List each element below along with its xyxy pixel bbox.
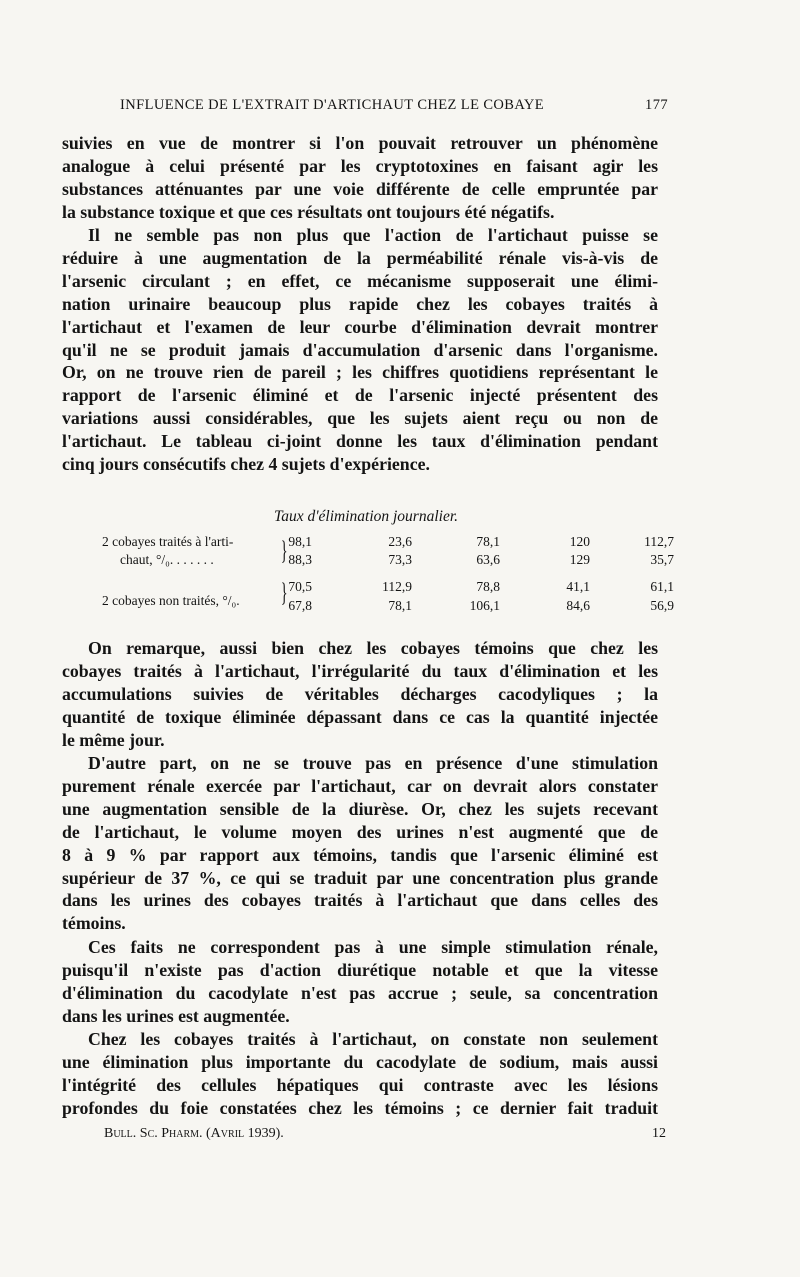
row-label: 2 cobayes traités à l'arti- [102,534,234,549]
text-line: cobayes traités à l'artichaut, l'irrégularité du taux d'élimination et les [62,660,658,681]
table-cell: 98,1 [288,534,312,549]
text-line: l'intégrité des cellules hépatiques qui contraste avec les lésions [62,1074,658,1095]
text-line: supérieur de 37 %, ce qui se traduit par une concentration plus grande [62,867,658,888]
table-cell: 61,1 [650,579,674,594]
table-cell: 78,8 [476,579,500,594]
table-cell: 84,6 [566,598,590,613]
row-label: chaut, °/₀. . . . . . . [120,552,214,567]
text-line: On remarque, aussi bien chez les cobayes témoins que chez les [88,638,658,658]
row-label: 2 cobayes non traités, °/₀. [102,593,240,608]
table-cell: 41,1 [566,579,590,594]
table-cell: 106,1 [469,598,500,613]
text-line: 8 à 9 % par rapport aux témoins, tandis que l'arsenic éliminé est [62,844,658,865]
text-line: de l'artichaut, le volume moyen des urines n'est augmenté que de [62,821,658,842]
table-cell: 70,5 [288,579,312,594]
text-line: le même jour. [62,729,165,750]
table-cell: 63,6 [476,552,500,567]
text-line: cinq jours consécutifs chez 4 sujets d'expérience. [62,454,430,475]
text-line: d'élimination du cacodylate n'est pas accrue ; seule, sa concentration [62,982,658,1003]
paragraph-5 [62,936,658,1028]
table-cell: 120 [569,534,590,549]
text-line: Il ne semble pas non plus que l'action de l'artichaut puisse se [88,225,658,245]
text-line: analogue à celui présenté par les cryptotoxines en faisant agir les [62,155,658,176]
text-line: l'artichaut et l'examen de leur courbe d'élimination devrait montrer [62,316,658,337]
paragraph-3 [62,637,658,752]
table-cell: 23,6 [388,534,412,549]
text-line: une augmentation sensible de la diurèse. Or, chez les sujets recevant [62,798,658,819]
table-cell: 112,7 [644,534,674,549]
table-cell: 129 [569,552,590,567]
table-cell: 78,1 [388,598,412,613]
text-line: témoins. [62,913,126,934]
table-cell: 88,3 [288,552,312,567]
text-line: réduire à une augmentation de la perméabilité rénale vis-à-vis de [62,247,658,268]
text-line: accumulations suivies de véritables décharges cacodyliques ; la [62,683,658,704]
paragraph-6 [62,1028,658,1120]
brace-icon: } [280,536,288,565]
paragraph-2 [62,224,658,476]
brace-icon: } [280,578,288,607]
text-line: purement rénale exercée par l'artichaut, car on devrait alors constater [62,775,658,796]
table-cell: 56,9 [650,598,674,613]
text-line: Chez les cobayes traités à l'artichaut, on constate non seulement [88,1029,658,1049]
table-cell: 35,7 [650,552,674,567]
text-line: dans les urines des cobayes traités à l'artichaut que dans celles des [62,890,658,911]
paragraph-4 [62,752,658,935]
text-line: qu'il ne se produit jamais d'accumulation d'arsenic dans l'organisme. [62,339,658,360]
text-line: l'arsenic circulant ; en effet, ce mécanisme supposerait une élimi- [62,270,658,291]
page-number: 177 [645,97,668,113]
table-cell: 73,3 [388,552,412,567]
table-cell: 112,9 [382,579,412,594]
text-line: D'autre part, on ne se trouve pas en présence d'une stimulation [88,753,658,773]
text-line: nation urinaire beaucoup plus rapide chez les cobayes traités à [62,293,658,314]
signature-mark: 12 [652,1126,666,1141]
text-line: quantité de toxique éliminée dépassant dans ce cas la quantité injectée [62,706,658,727]
text-line: variations aussi considérables, que les sujets aient reçu ou non de [62,408,658,429]
journal-citation: Bull. Sc. Pharm. (Avril 1939). [104,1126,284,1141]
text-line: substances atténuantes par une voie différente de celle empruntée par [62,178,658,199]
text-line: dans les urines est augmentée. [62,1005,290,1026]
text-line: Or, on ne trouve rien de pareil ; les chiffres quotidiens représentant le [62,362,658,383]
table-caption: Taux d'élimination journalier. [274,508,459,525]
paragraph-1 [62,132,658,224]
text-line: une élimination plus importante du cacodylate de sodium, mais aussi [62,1051,658,1072]
text-line: la substance toxique et que ces résultats ont toujours été négatifs. [62,201,555,222]
text-line: Ces faits ne correspondent pas à une simple stimulation rénale, [88,937,658,957]
table-cell: 78,1 [476,534,500,549]
running-title: INFLUENCE DE L'EXTRAIT D'ARTICHAUT CHEZ LE COBAYE [120,97,545,113]
table-cell: 67,8 [288,598,312,613]
text-line: l'artichaut. Le tableau ci-joint donne les taux d'élimination pendant [62,431,658,452]
text-line: suivies en vue de montrer si l'on pouvait retrouver un phénomène [62,133,658,153]
text-line: puisqu'il n'existe pas d'action diurétique notable et que la vitesse [62,959,658,980]
text-line: rapport de l'arsenic éliminé et de l'arsenic injecté présentent des [62,385,658,406]
text-line: profondes du foie constatées chez les témoins ; ce dernier fait traduit [62,1097,658,1118]
